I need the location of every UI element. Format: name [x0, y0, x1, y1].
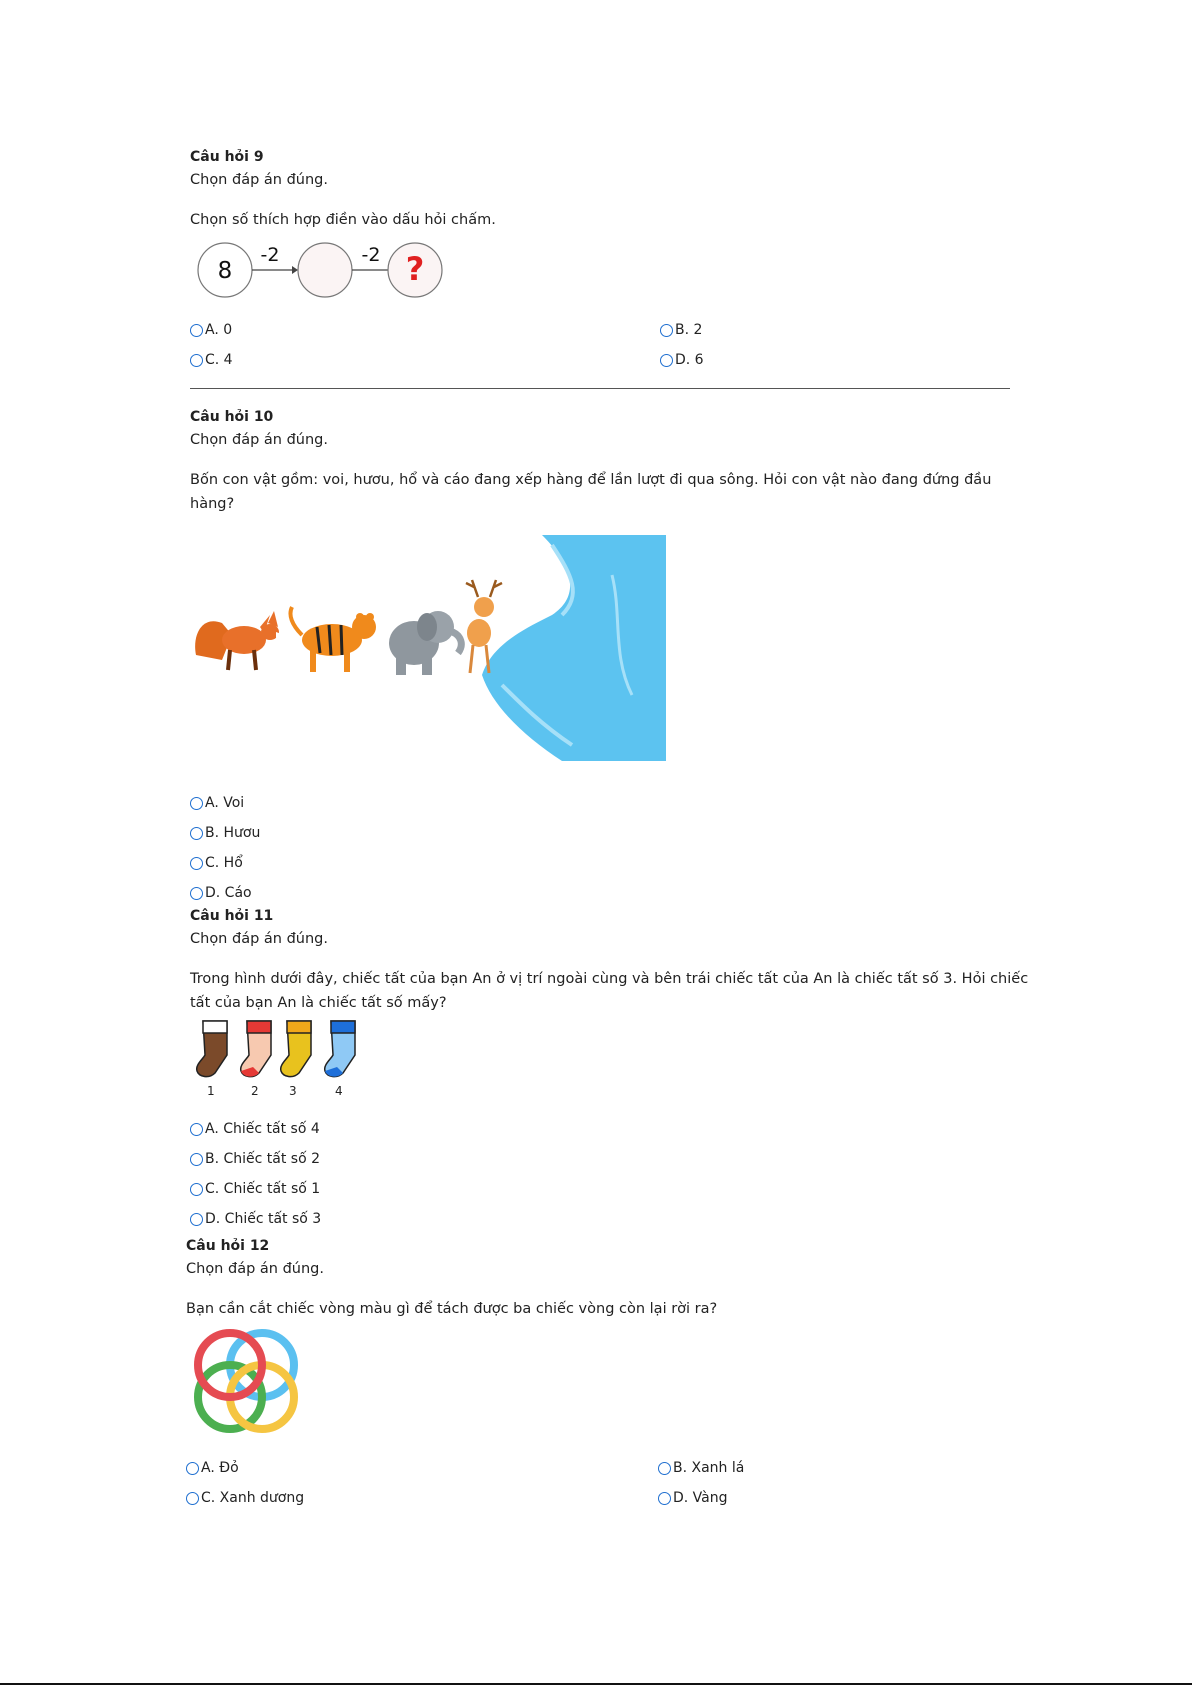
q9-option-c[interactable] — [190, 352, 233, 368]
river — [482, 535, 666, 761]
svg-text:4: 4 — [335, 1084, 343, 1097]
radio-icon[interactable] — [190, 1123, 203, 1136]
q9-option-c-label: C. 4 — [205, 352, 233, 368]
q10-animals-river-image — [192, 535, 666, 761]
q9-step2-label: -2 — [361, 244, 381, 266]
radio-icon[interactable] — [190, 797, 203, 810]
q12-option-b-label: B. Xanh lá — [673, 1460, 745, 1476]
divider — [190, 388, 1010, 389]
svg-text:1: 1 — [207, 1084, 215, 1097]
q11-title: Câu hỏi 11 — [190, 908, 274, 924]
q9-start-number: 8 — [217, 258, 233, 284]
svg-text:2: 2 — [251, 1084, 259, 1097]
q10-title: Câu hỏi 10 — [190, 409, 274, 425]
q12-instruction: Chọn đáp án đúng. — [186, 1261, 324, 1277]
q10-option-c[interactable] — [190, 855, 243, 871]
q10-instruction: Chọn đáp án đúng. — [190, 432, 328, 448]
q9-option-d[interactable] — [660, 352, 704, 368]
sock-1-icon — [197, 1021, 227, 1097]
q10-option-a[interactable] — [190, 795, 244, 811]
radio-icon[interactable] — [190, 857, 203, 870]
q12-option-d-label: D. Vàng — [673, 1490, 728, 1506]
q9-option-a[interactable] — [190, 322, 232, 338]
q10-option-a-label: A. Voi — [205, 795, 245, 811]
q12-option-c-label: C. Xanh dương — [201, 1490, 305, 1506]
q10-prompt-line1: Bốn con vật gồm: voi, hươu, hổ và cáo đang xếp hàng để lần lượt đi qua sông. Hỏi con vật nào đang đứng đầu — [190, 472, 992, 488]
q12-option-b[interactable] — [658, 1460, 744, 1476]
q9-instruction: Chọn đáp án đúng. — [190, 172, 328, 188]
fox-icon — [195, 611, 284, 670]
radio-icon[interactable] — [190, 1213, 203, 1226]
radio-icon[interactable] — [660, 324, 673, 337]
sock-2-icon — [241, 1021, 271, 1097]
radio-icon[interactable] — [186, 1462, 199, 1475]
q11-prompt-line2: tất của bạn An là chiếc tất số mấy? — [190, 995, 447, 1011]
q9-question-mark: ? — [405, 250, 425, 288]
radio-icon[interactable] — [190, 354, 203, 367]
q11-option-d[interactable] — [190, 1211, 321, 1227]
q11-option-d-label: D. Chiếc tất số 3 — [205, 1211, 322, 1227]
q12-option-a-label: A. Đỏ — [201, 1460, 239, 1476]
q9-prompt: Chọn số thích hợp điền vào dấu hỏi chấm. — [190, 212, 496, 228]
svg-text:3: 3 — [289, 1084, 297, 1097]
radio-icon[interactable] — [190, 1183, 203, 1196]
q9-middle-circle — [298, 243, 352, 297]
q10-option-b-label: B. Hươu — [205, 825, 261, 841]
q10-prompt-line2: hàng? — [190, 496, 235, 512]
sock-3-icon — [281, 1021, 311, 1097]
radio-icon[interactable] — [186, 1492, 199, 1505]
sock-4-icon — [325, 1021, 355, 1097]
q11-option-a-label: A. Chiếc tất số 4 — [205, 1121, 320, 1137]
q11-option-c-label: C. Chiếc tất số 1 — [205, 1181, 321, 1197]
q12-option-a[interactable] — [186, 1460, 239, 1476]
radio-icon[interactable] — [660, 354, 673, 367]
q9-title: Câu hỏi 9 — [190, 149, 264, 165]
tiger-icon — [290, 607, 376, 672]
q12-title: Câu hỏi 12 — [186, 1238, 270, 1254]
q9-step1-label: -2 — [260, 244, 280, 266]
q12-prompt: Bạn cần cắt chiếc vòng màu gì để tách được ba chiếc vòng còn lại rời ra? — [186, 1301, 718, 1317]
radio-icon[interactable] — [190, 1153, 203, 1166]
radio-icon[interactable] — [190, 887, 203, 900]
radio-icon[interactable] — [658, 1492, 671, 1505]
q9-number-chain-diagram — [195, 240, 445, 300]
radio-icon[interactable] — [658, 1462, 671, 1475]
q11-socks-image — [193, 1017, 363, 1097]
radio-icon[interactable] — [190, 827, 203, 840]
q12-option-c[interactable] — [186, 1490, 304, 1506]
q11-option-c[interactable] — [190, 1181, 320, 1197]
q9-arrowhead-1 — [292, 266, 298, 274]
q10-option-d[interactable] — [190, 885, 252, 901]
elephant-icon — [389, 611, 461, 675]
radio-icon[interactable] — [190, 324, 203, 337]
q9-option-b[interactable] — [660, 322, 702, 338]
q10-option-b[interactable] — [190, 825, 260, 841]
q11-prompt-line1: Trong hình dưới đây, chiếc tất của bạn An ở vị trí ngoài cùng và bên trái chiếc tất của An là chiếc tất số 3. Hỏi chiếc — [190, 971, 1029, 987]
q11-option-b[interactable] — [190, 1151, 320, 1167]
q12-option-d[interactable] — [658, 1490, 728, 1506]
q9-option-a-label: A. 0 — [205, 322, 233, 338]
q10-option-d-label: D. Cáo — [205, 885, 252, 901]
q11-option-b-label: B. Chiếc tất số 2 — [205, 1151, 321, 1167]
q9-option-d-label: D. 6 — [675, 352, 704, 368]
q11-instruction: Chọn đáp án đúng. — [190, 931, 328, 947]
q12-rings-image — [190, 1325, 305, 1440]
q10-option-c-label: C. Hổ — [205, 855, 243, 871]
q9-option-b-label: B. 2 — [675, 322, 703, 338]
q11-option-a[interactable] — [190, 1121, 320, 1137]
